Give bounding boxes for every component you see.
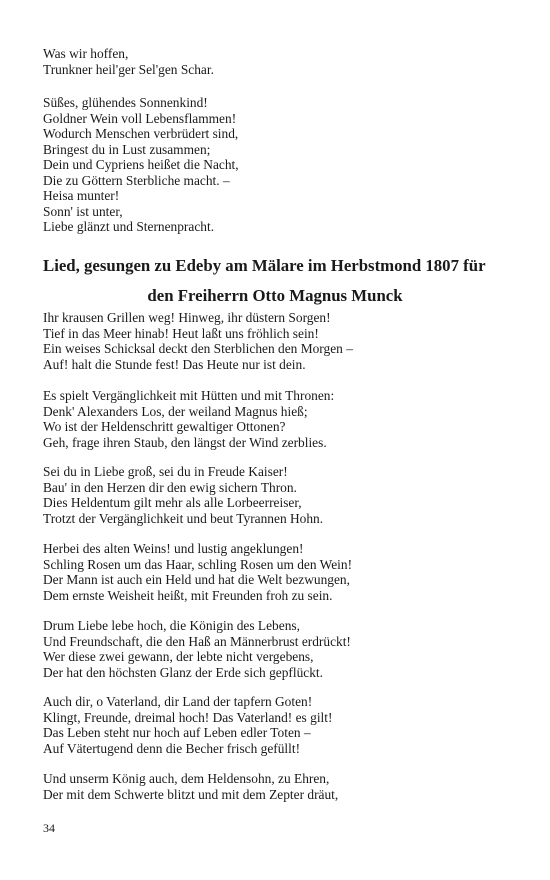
poem-stanza-7 <box>43 771 513 802</box>
verse-line: Klingt, Freunde, dreimal hoch! Das Vaterland! es gilt! <box>43 709 333 725</box>
poem-stanza-6 <box>43 694 513 756</box>
verse-line: Tief in das Meer hinab! Heut laßt uns fröhlich sein! <box>43 325 319 341</box>
verse-line: Es spielt Vergänglichkeit mit Hütten und mit Thronen: <box>43 388 335 403</box>
verse-line: Bringest du in Lust zusammen; <box>43 141 211 157</box>
verse-line: Herbei des alten Weins! und lustig angeklungen! <box>43 541 304 556</box>
poem-title-continued: den Freiherrn Otto Magnus Munck <box>147 286 403 305</box>
stanza <box>43 771 513 802</box>
poem-stanza-5 <box>43 618 513 680</box>
verse-line: Liebe glänzt und Sternenpracht. <box>43 219 215 234</box>
verse-line: Und Freundschaft, die den Haß an Männerbrust erdrückt! <box>43 633 351 649</box>
verse-line: Und unserm König auch, dem Heldensohn, zu Ehren, <box>43 771 330 786</box>
verse-line: Auf! halt die Stunde fest! Das Heute nur ist dein. <box>43 356 306 372</box>
verse-line: Schling Rosen um das Haar, schling Rosen um den Wein! <box>43 556 353 572</box>
verse-line: Goldner Wein voll Lebensflammen! <box>43 110 237 126</box>
previous-poem-ending <box>43 46 513 77</box>
stanza <box>43 310 513 372</box>
stanza <box>43 95 513 235</box>
verse-line: Ihr krausen Grillen weg! Hinweg, ihr düstern Sorgen! <box>43 310 331 325</box>
verse-line: Trotzt der Vergänglichkeit und beut Tyrannen Hohn. <box>43 510 324 526</box>
page-number: 34 <box>43 821 55 835</box>
verse-line: Wer diese zwei gewann, der lebte nicht vergebens, <box>43 649 314 664</box>
verse-line: Der Mann ist auch ein Held und hat die Welt bezwungen, <box>43 572 350 587</box>
verse-line: Denk' Alexanders Los, der weiland Magnus hieß; <box>43 403 308 419</box>
verse-line: Trunkner heil'ger Sel'gen Schar. <box>43 61 214 77</box>
previous-poem-final-stanza <box>43 95 513 235</box>
verse-line: Was wir hoffen, <box>43 46 129 61</box>
verse-line: Sonn' ist unter, <box>43 203 123 219</box>
verse-line: Wo ist der Heldenschritt gewaltiger Ottonen? <box>43 419 286 434</box>
verse-line: Dies Heldentum gilt mehr als alle Lorbeerreiser, <box>43 495 302 510</box>
poem-stanza-4 <box>43 541 513 603</box>
verse-line: Süßes, glühendes Sonnenkind! <box>43 95 208 110</box>
verse-line: Auf Vätertugend denn die Becher frisch gefüllt! <box>43 740 301 756</box>
verse-line: Auch dir, o Vaterland, dir Land der tapfern Goten! <box>43 694 313 709</box>
verse-line: Dein und Cypriens heißet die Nacht, <box>43 157 239 172</box>
verse-line: Der hat den höchsten Glanz der Erde sich gepflückt. <box>43 664 323 680</box>
poem-stanza-2 <box>43 388 513 450</box>
poem-title: Lied, gesungen zu Edeby am Mälare im Herbstmond 1807 für <box>43 256 486 275</box>
verse-line: Dem ernste Weisheit heißt, mit Freunden froh zu sein. <box>43 587 333 603</box>
stanza <box>43 694 513 756</box>
verse-line: Die zu Göttern Sterbliche macht. – <box>43 172 230 188</box>
verse-line: Wodurch Menschen verbrüdert sind, <box>43 126 239 141</box>
stanza <box>43 46 513 77</box>
verse-line: Geh, frage ihren Staub, den längst der Wind zerblies. <box>43 434 327 450</box>
verse-line: Der mit dem Schwerte blitzt und mit dem Zepter dräut, <box>43 786 339 802</box>
stanza <box>43 464 513 526</box>
verse-line: Bau' in den Herzen dir den ewig sichern Thron. <box>43 479 297 495</box>
stanza <box>43 541 513 603</box>
poem-stanza-1 <box>43 310 513 372</box>
verse-line: Ein weises Schicksal deckt den Sterblichen den Morgen – <box>43 341 353 356</box>
verse-line: Das Leben steht nur hoch auf Leben edler Toten – <box>43 725 311 740</box>
verse-line: Heisa munter! <box>43 188 120 203</box>
stanza <box>43 388 513 450</box>
poem-stanza-3 <box>43 464 513 526</box>
verse-line: Drum Liebe lebe hoch, die Königin des Lebens, <box>43 618 300 633</box>
verse-line: Sei du in Liebe groß, sei du in Freude Kaiser! <box>43 464 288 479</box>
stanza <box>43 618 513 680</box>
